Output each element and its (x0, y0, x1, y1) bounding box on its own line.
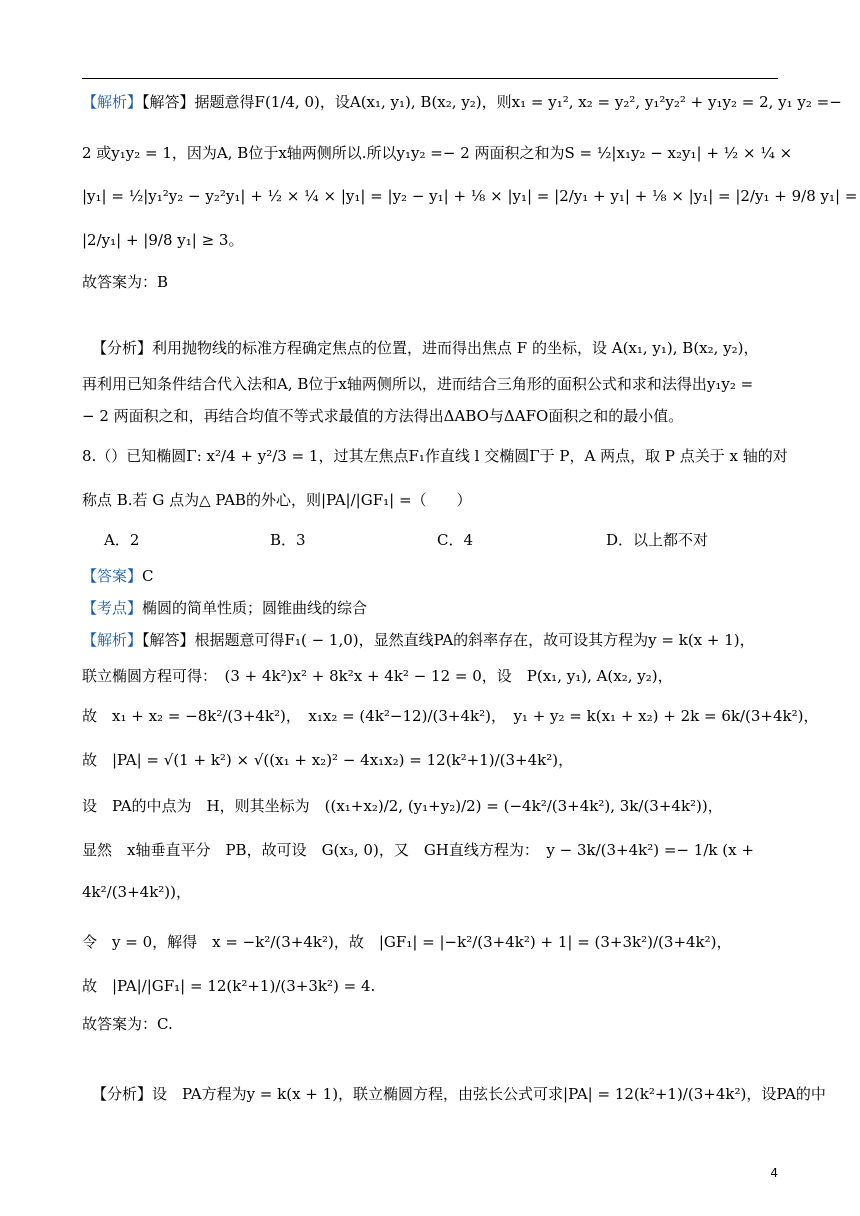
question-8-line-1: 8.（）已知椭圆Γ: x²/4 + y²/3 = 1，过其左焦点F₁作直线 l 交椭圆Γ于 P，A 两点，取 P 点关于 x 轴的对 (82, 447, 788, 465)
solution-tag: 【解答】 (142, 93, 195, 111)
sol7-line-3: |y₁| = ½|y₁²y₂ − y₂²y₁| + ½ × ¼ × |y₁| = |y₂ − y₁| + ⅛ × |y₁| = |2/y₁ + y₁| + ⅛ × |y₁| = |2/y₁ + 9/8 y₁| = (82, 187, 858, 205)
sol8-line-8: 令 y = 0，解得 x = −k²/(3+4k²)，故 |GF₁| = |−k²/(3+4k²) + 1| = (3+3k²)/(3+4k²)， (82, 933, 732, 951)
analysis-tag: 【分析】 (92, 1085, 153, 1103)
sol7-answer: 故答案为：B (82, 273, 169, 291)
sol8-line-9: 故 |PA|/|GF₁| = 12(k²+1)/(3+3k²) = 4. (82, 977, 376, 995)
sol8-line-4: 故 |PA| = √(1 + k²) × √((x₁ + x₂)² − 4x₁x₂) = 12(k²+1)/(3+4k²)， (82, 751, 574, 769)
sol8-line-5: 设 PA的中点为 H，则其坐标为 ((x₁+x₂)/2, (y₁+y₂)/2) = (−4k²/(3+4k²), 3k/(3+4k²))， (82, 797, 723, 815)
analysis7-line-1: 【分析】利用抛物线的标准方程确定焦点的位置，进而得出焦点 F 的坐标，设 A(x₁, y₁), B(x₂, y₂)， (92, 339, 759, 357)
page-number: 4 (770, 1166, 778, 1180)
solution-tag: 【解答】 (142, 631, 195, 649)
analysis-tag: 【分析】 (92, 339, 153, 357)
analysis-tag: 【解析】 (82, 93, 143, 111)
sol8-line-7: 4k²/(3+4k²))， (82, 883, 192, 901)
analysis7-line-3: − 2 两面积之和，再结合均值不等式求最值的方法得出ΔABO与ΔAFO面积之和的最小值。 (82, 407, 684, 425)
sol7-line-4: |2/y₁| + |9/8 y₁| ≥ 3。 (82, 231, 244, 249)
header-rule (82, 78, 778, 79)
analysis7-line-2: 再利用已知条件结合代入法和A, B位于x轴两侧所以，进而结合三角形的面积公式和求和法得出y₁y₂ = (82, 375, 754, 393)
sol8-line-2: 联立椭圆方程可得： (3 + 4k²)x² + 8k²x + 4k² − 12 = 0，设 P(x₁, y₁), A(x₂, y₂)， (82, 667, 673, 685)
question-8-line-2: 称点 B.若 G 点为△ PAB的外心，则|PA|/|GF₁| =（ ） (82, 491, 472, 509)
option-b: B．3 (270, 531, 306, 549)
sol8-line-6: 显然 x轴垂直平分 PB，故可设 G(x₃, 0)，又 GH直线方程为： y − 3k/(3+4k²) =− 1/k (x + (82, 841, 754, 859)
option-d: D．以上都不对 (606, 531, 709, 549)
answer-tag: 【答案】 (82, 567, 143, 585)
analysis-tag: 【解析】 (82, 631, 143, 649)
knowledge-point-line: 【考点】椭圆的简单性质；圆锥曲线的综合 (82, 599, 368, 617)
answer-value: C (142, 567, 154, 585)
sol8-answer: 故答案为：C. (82, 1015, 173, 1033)
sol8-line-3: 故 x₁ + x₂ = −8k²/(3+4k²)， x₁x₂ = (4k²−12)/(3+4k²)， y₁ + y₂ = k(x₁ + x₂) + 2k = 6k/(3+4k²)， (82, 707, 819, 725)
answer-line (82, 566, 154, 586)
analysis8-line-1: 【分析】设 PA方程为y = k(x + 1)，联立椭圆方程，由弦长公式可求|PA| = 12(k²+1)/(3+4k²)，设PA的中 (92, 1085, 826, 1103)
sol7-line-1: 【解析】【解答】据题意得F(1/4, 0)，设A(x₁, y₁), B(x₂, y₂)，则x₁ = y₁², x₂ = y₂², y₁²y₂² + y₁y₂ = 2, y₁ y₂ =− (82, 93, 842, 111)
option-a: A．2 (104, 531, 140, 549)
option-c: C．4 (437, 531, 474, 549)
sol7-line-2: 2 或y₁y₂ = 1，因为A, B位于x轴两侧所以.所以y₁y₂ =− 2 两面积之和为S = ½|x₁y₂ − x₂y₁| + ½ × ¼ × (82, 144, 793, 162)
knowledge-point-tag: 【考点】 (82, 599, 143, 617)
sol8-line-1: 【解析】【解答】根据题意可得F₁( − 1,0)，显然直线PA的斜率存在，故可设其方程为y = k(x + 1)， (82, 631, 755, 649)
